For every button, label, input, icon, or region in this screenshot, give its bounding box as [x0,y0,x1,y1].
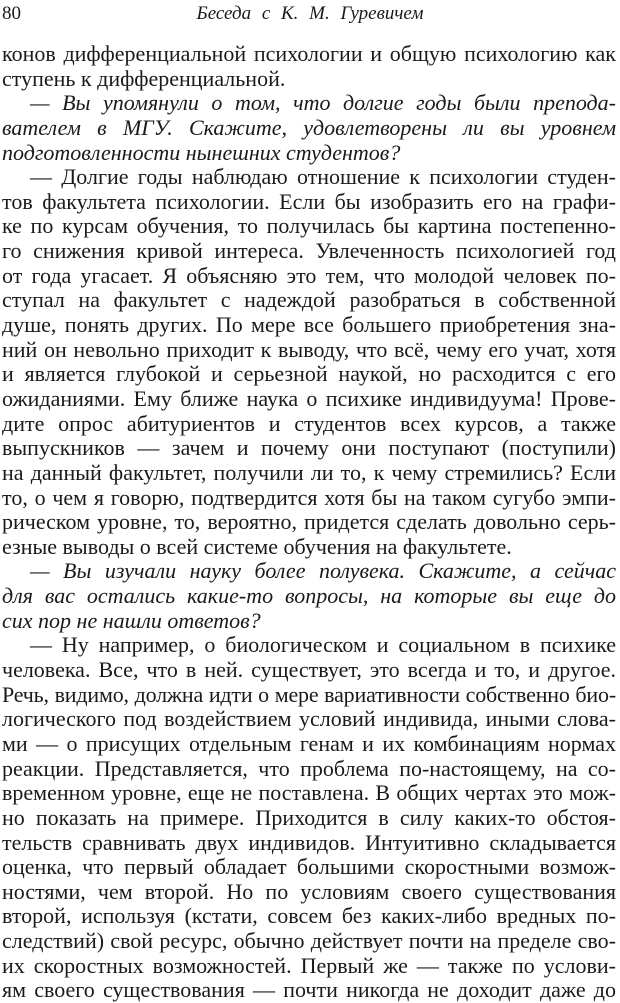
text-line: — Ну например, о биологическом и социальном в психике [30,632,616,658]
text-line: на данный факультет, получили ли то, к чему стремились? Если [2,459,616,485]
text-line: тов факультета психологии. Если бы изобразить его на графи- [2,188,616,214]
interviewer-question [2,559,616,633]
text-line: ми — о присущих отдельным генам и их комбинациям нормах [2,730,616,756]
text-line: конов дифференциальной психологии и общую психологию как [2,41,616,66]
answer-paragraph [2,165,616,559]
text-line: — Долгие годы наблюдаю отношение к психологии студен- [30,164,616,190]
text-line: но показать на примере. Приходится в силу каких-то обстоя- [2,804,616,830]
text-line: — Вы упомянули о том, что долгие годы были препода- [30,90,616,116]
text-line: второй, используя (кстати, совсем без каких-либо вредных по- [2,903,616,929]
text-line: тельств сравнивать двух индивидов. Интуитивно складывается [2,829,616,855]
text-line: Речь, видимо, должна идти о мере вариативности собственно био- [2,681,616,707]
text-line: — Вы изучали науку более полувека. Скажите, а сейчас [30,558,616,584]
text-line: оценка, что первый обладает большими скоростными возмож- [2,854,616,880]
answer-paragraph [2,42,616,91]
running-head: Беседа с К. М. Гуревичем [196,3,424,24]
text-line: человека. Все, что в ней. существует, это всегда и то, и другое. [2,657,616,683]
text-line: ке по курсам обучения, то получилась бы картина постепенно- [2,213,616,239]
text-line: логического под воздействием условий индивида, иными слова- [2,706,616,732]
body-text [2,42,616,1003]
text-line: подготовленности нынешних студентов? [2,139,401,165]
text-line: го снижения кривой интереса. Увлеченность психологией год [2,238,616,264]
text-line: дите опрос абитуриентов и студентов всех курсов, а также [2,410,616,436]
text-line: рическом уровне, то, вероятно, придется сделать довольно серь- [2,509,616,535]
text-line: реакции. Представляется, что проблема по-настоящему, на со- [2,755,616,781]
page-number: 80 [2,3,21,24]
answer-paragraph [2,633,616,1003]
text-line: вателем в МГУ. Скажите, удовлетворены ли вы уровнем [2,114,616,140]
text-line: ностями, чем второй. Но по условиям своего существования [2,878,616,904]
text-line: ям своего существования — почти никогда не доходит даже до [2,977,616,1003]
text-line: душе, понять других. По мере все большего приобретения зна- [2,312,616,338]
text-line: ожиданиями. Ему ближе наука о психике индивидуума! Прове- [2,385,616,411]
text-line: для вас остались какие-то вопросы, на которые вы еще до [2,583,616,609]
text-line: езные выводы о всей системе обучения на факультете. [2,533,512,559]
text-line: выпускников — зачем и почему они поступают (поступили) [2,435,616,461]
text-line: ступень к дифференциальной. [2,65,286,91]
text-line: временном уровне, еще не поставлена. В общих чертах это мож- [2,780,616,806]
text-line: их скоростных возможностей. Первый же — также по услови- [2,952,616,978]
page-header [0,2,620,28]
text-line: от года угасает. Я объясняю это тем, что молодой человек по- [2,262,616,288]
text-line: сих пор не нашли ответов? [2,607,261,633]
text-line: ний он невольно приходит к выводу, что всё, чему его учат, хотя [2,336,616,362]
text-line: ступал на факультет с надеждой разобраться в собственной [2,287,616,313]
text-line: и является глубокой и серьезной наукой, но расходится с его [2,361,616,387]
text-line: следствий) свой ресурс, обычно действует почти на пределе сво- [2,928,616,954]
text-line: то, о чем я говорю, подтвердится хотя бы на таком сугубо эмпи- [2,484,616,510]
interviewer-question [2,91,616,165]
